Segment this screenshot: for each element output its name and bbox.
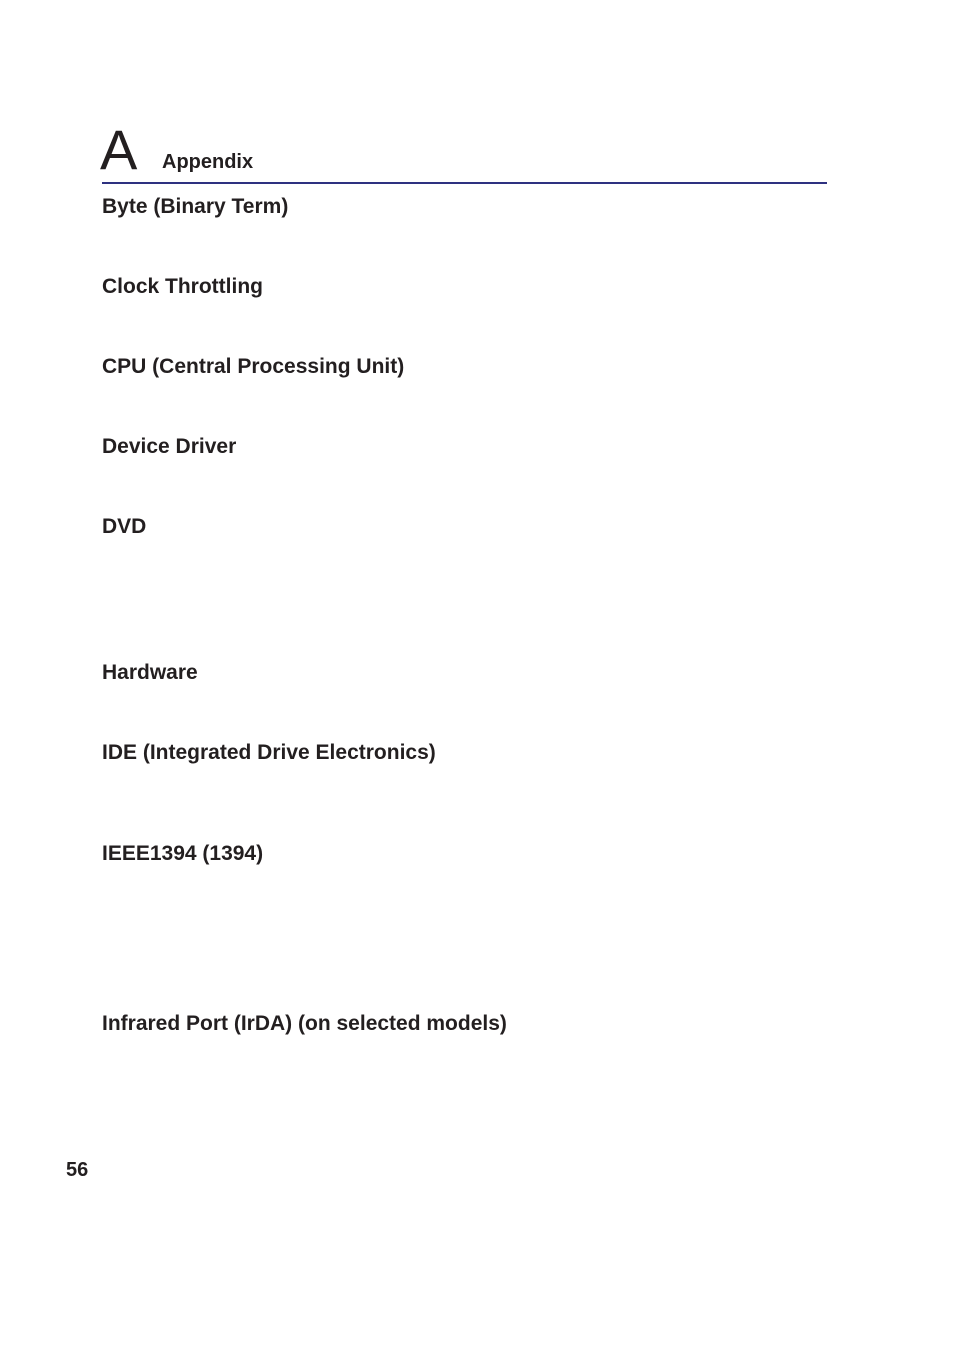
glossary-term: IEEE1394 (1394) (102, 842, 264, 865)
glossary-term: Clock Throttling (102, 275, 263, 298)
page-number: 56 (66, 1159, 89, 1181)
glossary-term: Byte (Binary Term) (102, 195, 289, 218)
glossary-term: IDE (Integrated Drive Electronics) (102, 741, 436, 764)
chapter-title: Appendix (162, 151, 254, 173)
glossary-term: Infrared Port (IrDA) (on selected models) (102, 1012, 507, 1035)
header-rule (102, 182, 827, 184)
glossary-term: DVD (102, 515, 147, 538)
glossary-term: Device Driver (102, 435, 237, 458)
chapter-letter: A (100, 118, 138, 181)
glossary-term: CPU (Central Processing Unit) (102, 355, 405, 378)
glossary-term: Hardware (102, 661, 198, 684)
